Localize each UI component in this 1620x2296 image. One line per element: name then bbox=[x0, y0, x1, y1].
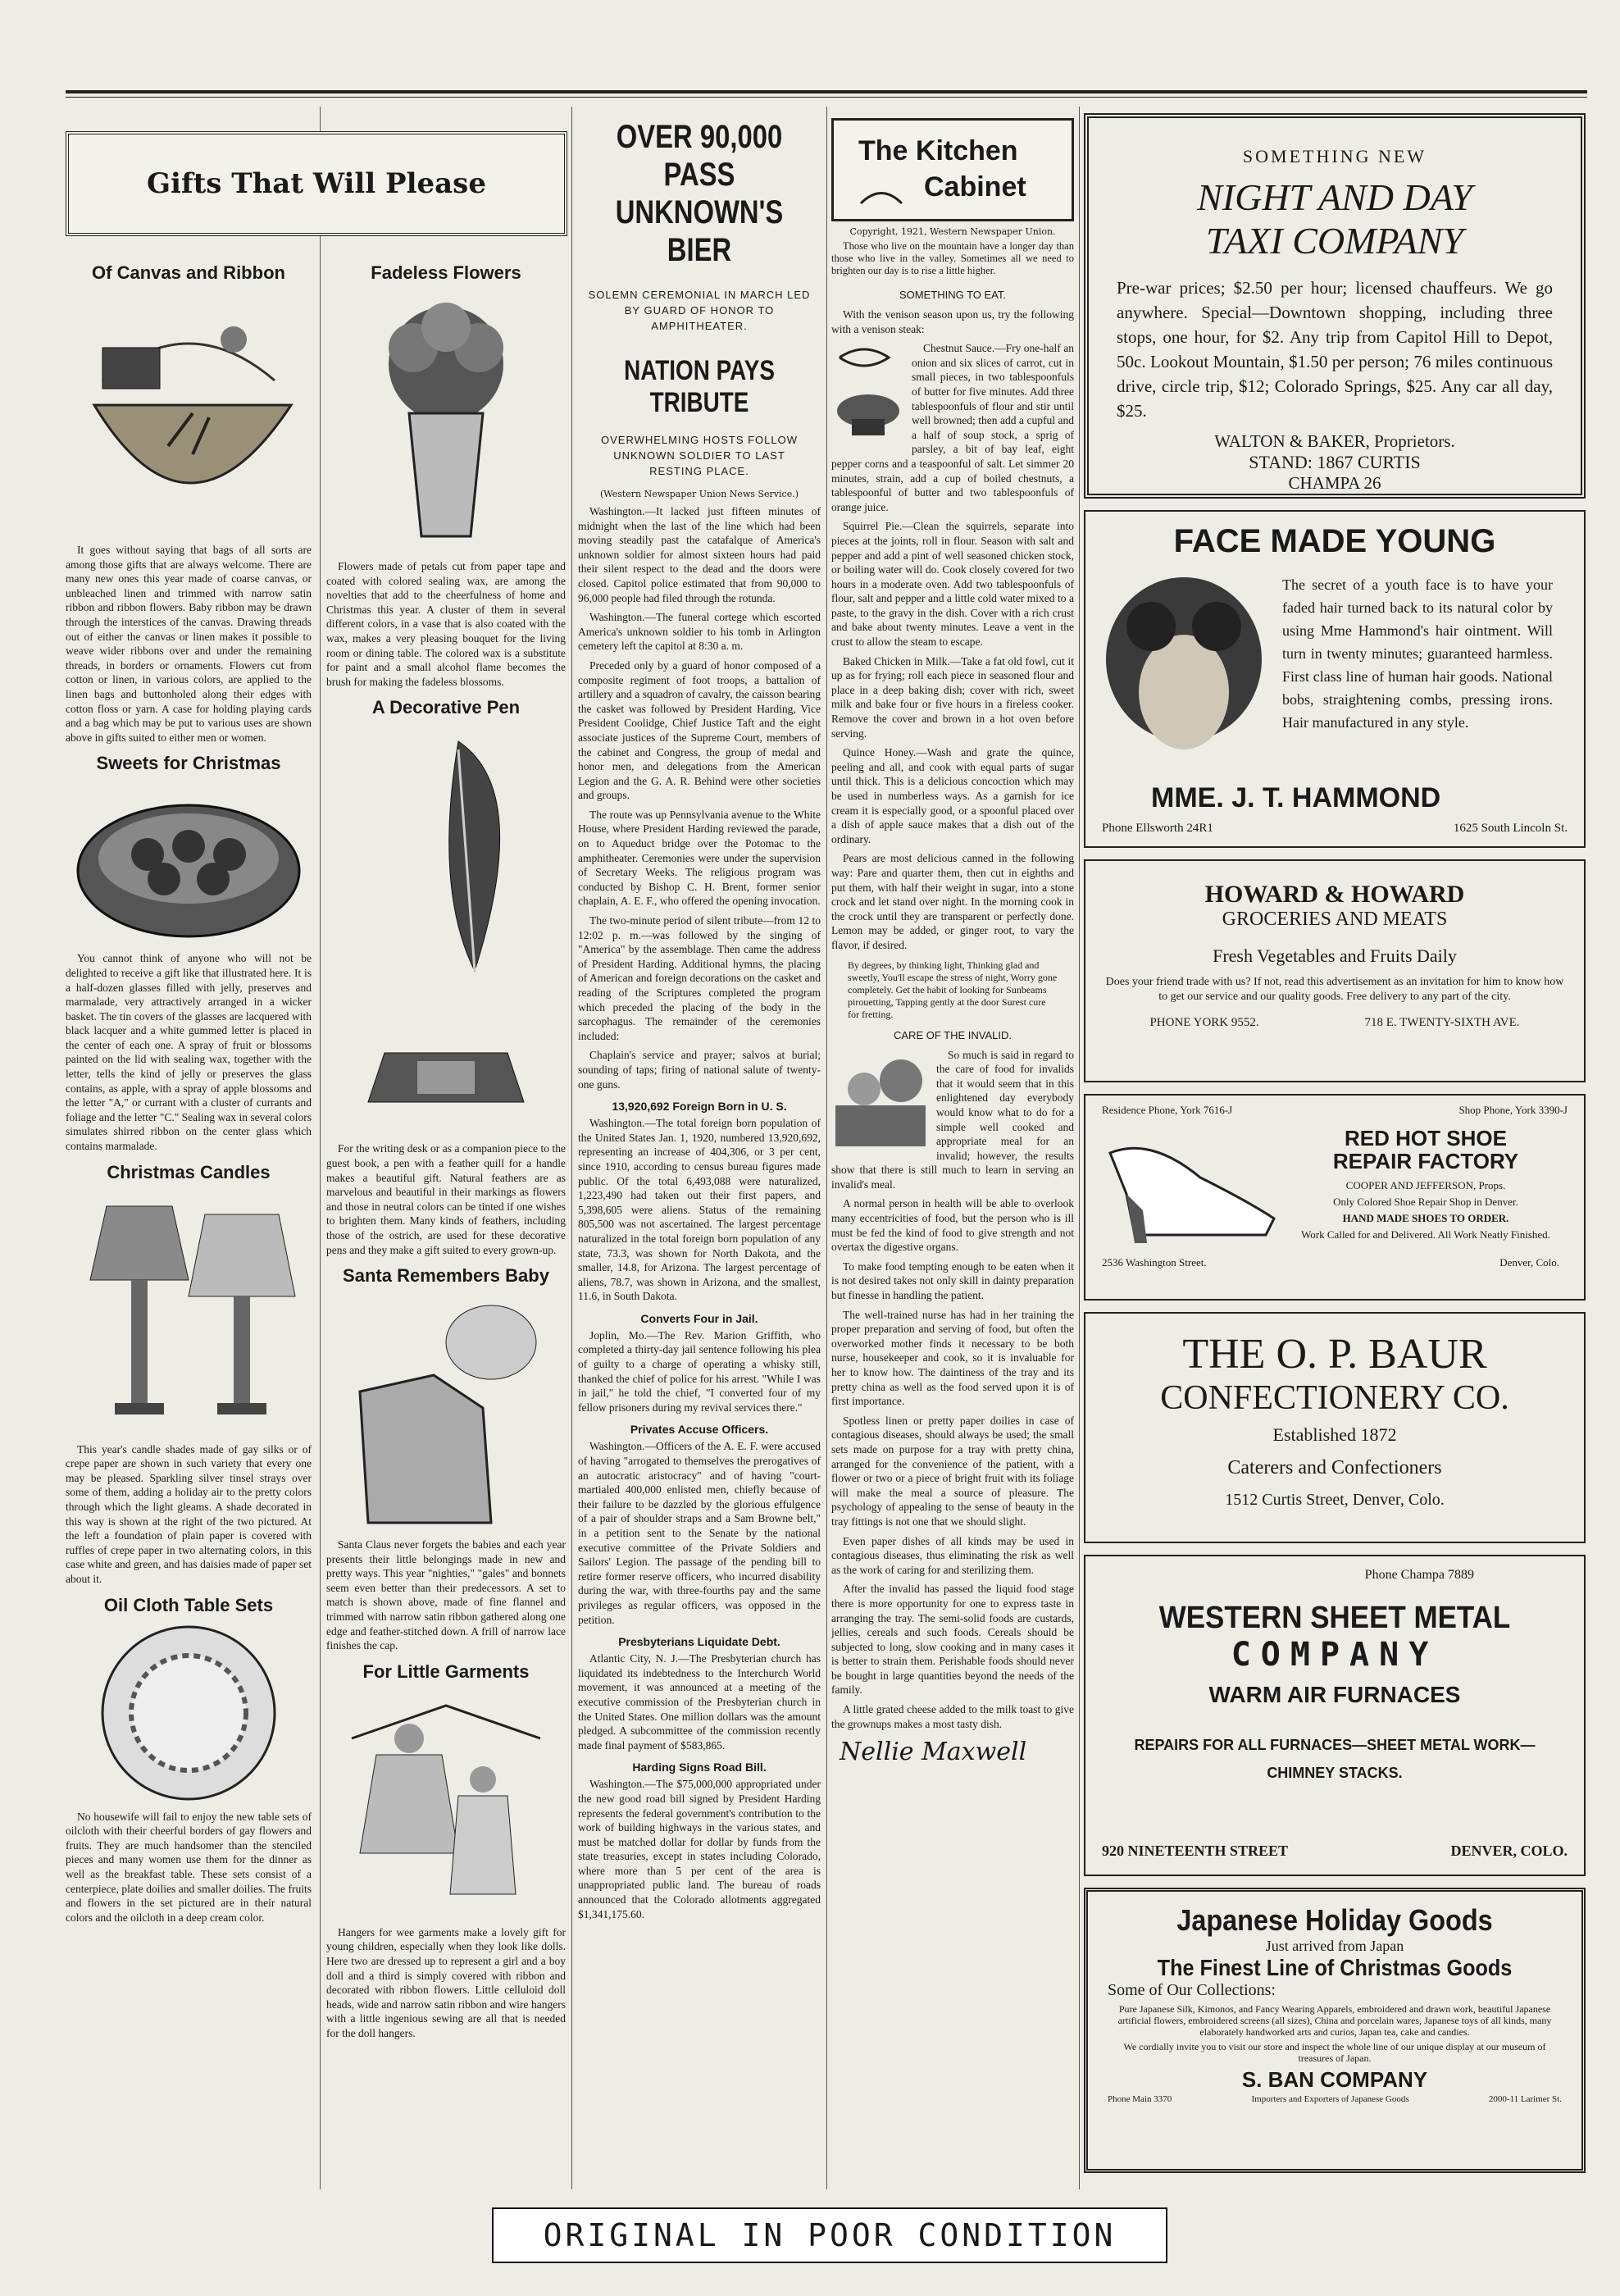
oilcloth-set-illustration bbox=[74, 1623, 303, 1803]
canvas-heading: Of Canvas and Ribbon bbox=[92, 262, 285, 283]
baur-title-1: THE O. P. BAUR bbox=[1182, 1331, 1487, 1378]
presb-heading: Presbyterians Liquidate Debt. bbox=[618, 1635, 780, 1649]
something-to-eat-heading: SOMETHING TO EAT. bbox=[899, 289, 1007, 301]
ban-sub: Just arrived from Japan bbox=[1265, 1938, 1404, 1954]
flowers-heading: Fadeless Flowers bbox=[371, 262, 521, 283]
chef-stove-illustration bbox=[831, 341, 905, 440]
sheet-title-2: COMPANY bbox=[1231, 1636, 1439, 1674]
news-credit: (Western Newspaper Union News Service.) bbox=[600, 489, 799, 499]
taxi-phone: CHAMPA 26 bbox=[1288, 473, 1381, 493]
original-in-poor-condition-banner: ORIGINAL IN POOR CONDITION bbox=[492, 2207, 1167, 2263]
shoe-city: Denver, Colo. bbox=[1499, 1256, 1559, 1269]
taxi-title-1: NIGHT AND DAY bbox=[1197, 176, 1472, 218]
pen-text: For the writing desk or as a companion piece to the guest book, a pen with a feather quill for a handle makes a beautiful gift. Natural feathers are as marvelous and beautiful in their markings as flowers and those in neutral colors can be tinted if one wishes to brighten them. Many kinds of feathers, including those of the ostrich, are used for these decorative pens and they make a gift suited to every grown-up. bbox=[326, 1142, 566, 1256]
care-of-invalid-heading: CARE OF THE INVALID. bbox=[894, 1028, 1012, 1041]
shoe-address: 2536 Washington Street. bbox=[1102, 1256, 1207, 1269]
invalid-p5: Spotless linen or pretty paper doilies in case of contagious diseases, should always be used; the small sets made on purpose for a tray with pretty china, arranged for the convenience of the patient, with a flower or two or a piece of bright fruit with its foliage will make the meal a source of pleasure. The psychology of appealing to the sense of beauty in the tray fittings is not one that we should slight. bbox=[831, 1414, 1074, 1528]
chestnut-sauce: Chestnut Sauce.—Fry one-half an onion and six slices of carrot, cut in small pieces, in two tablespoonfuls of butter for five minutes. Add three tablespoonfuls of flour and stir until well browned; then add a cupful and a half of soup stock, a sprig of parsley, a bit of bay leaf, eight pepper corns and a teaspoonful of salt. Let simmer 20 minutes, strain, add a cup of boiled chestnuts, a tablespoonful of butter and two tablespoonfuls of orange juice. bbox=[831, 342, 1074, 513]
baur-established: Established 1872 bbox=[1272, 1424, 1397, 1445]
invalid-p2: A normal person in health will be able to overlook many eccentricities of food, but the person who is ill must be fed the kind of food to give strength and not overtax the digestive organs. bbox=[831, 1197, 1074, 1254]
face-title: FACE MADE YOUNG bbox=[1173, 523, 1496, 559]
baked-chicken: Baked Chicken in Milk.—Take a fat old fowl, cut it up as for frying; roll each piece in seasoned flour and place in a deep baking dish; cover with rich, sweet milk and bake four or five hours in a fireless cooker. Remove the cover and brown in a hot oven before serving. bbox=[831, 654, 1074, 740]
kitchen-epigraph: Those who live on the mountain have a longer day than those who live in the valley. Sometimes all we need to brighten our day is to rise a little higher. bbox=[831, 240, 1074, 276]
officers-text: Washington.—Officers of the A. E. F. were accused of having "arrogated to themselves the prerogatives of an autocratic aristocracy" and of having "court-martialed 400,000 enlisted men, chiefly because of their failure to be dazzled by the glorious effulgence of a pair of shoulder straps and a Sam Browne belt," in a petition sent to the Senate by the national executive committee of the Private Soldiers and Sailors' Legion. The passage of the pending bill to retire former reserve officers, who incurred disability during the war, with three-fourths pay and the same privileges as regular officers, was opposed in the petition. bbox=[578, 1440, 821, 1626]
baur-tag: Caterers and Confectioners bbox=[1227, 1457, 1442, 1478]
deck-overwhelming-hosts: OVERWHELMING HOSTS FOLLOW UNKNOWN SOLDIER TO LAST RESTING PLACE. bbox=[600, 434, 798, 477]
sweets-heading: Sweets for Christmas bbox=[96, 753, 281, 774]
canned-pears: Pears are most delicious canned in the following way: Pare and quarter them, then cut in eighths and put them, with half their weight in sugar, into a stone crock and let stand over night. In the morning cook in the crock until they are transparent or perfectly done. Lemon may be added, or ginger root, to vary the flavor, if desired. bbox=[831, 852, 1074, 951]
baur-address: 1512 Curtis Street, Denver, Colo. bbox=[1225, 1491, 1445, 1509]
kitchen-cabinet-masthead bbox=[831, 118, 1074, 221]
column-news bbox=[578, 107, 821, 2189]
ad-howard bbox=[1084, 859, 1586, 1082]
news-p3: Preceded only by a guard of honor composed of a composite regiment of foot troops, a battalion of artillery and a squadron of cavalry, the caisson bearing the casket was followed by President Harding, Vice President Coolidge, Chief Justice Taft and the eight associate justices of the Supreme Court, members of the cabinet and Congress, the group of medal and honor men, and delegations from the American Legion and the G. A. R. Behind were other societies and groups. bbox=[578, 658, 821, 802]
ad-baur bbox=[1084, 1312, 1586, 1543]
gifts-banner-title: Gifts That Will Please bbox=[147, 167, 486, 200]
news-p2: Washington.—The funeral cortege which escorted America's unknown soldier to his tomb in Arlington cemetery left the capitol at 8:30 a. m. bbox=[578, 611, 821, 653]
ban-invite: We cordially invite you to visit our store and inspect the whole line of our unique display at our museum of treasures of Japan. bbox=[1123, 2041, 1546, 2064]
howard-phone: PHONE YORK 9552. bbox=[1149, 1016, 1259, 1029]
column-gifts-right bbox=[326, 107, 566, 2189]
squirrel-pie: Squirrel Pie.—Clean the squirrels, separate into pieces at the joints, roll in flour. Season with salt and pepper and add a pint of well seasoned chicken stock, or boiling water will do. Cook closely covered for two hours in a moderate oven. Add two tablespoonfuls of flour, salt and pepper and a little cold water mixed to a paste, to the gravy in the dish. Cover with a rich crust and bake about twenty minutes. Leave a vent in the crust to allow the steam to escape. bbox=[831, 520, 1074, 649]
quince-honey: Quince Honey.—Wash and grate the quince, peeling and all, and cook with equal parts of sugar until thick. This is a delicious concoction which may be used in numberless ways. As a garnish for ice cream it is especially good, or a spoonful placed over a dish of apple sauce makes that a dish out of the ordinary. bbox=[831, 746, 1074, 845]
invalid-tray-illustration bbox=[831, 1048, 930, 1155]
born-text: Washington.—The total foreign born population of the United States Jan. 1, 1920, numbered 13,920,692, representing an increase of 404,306, or 3 per cent, since 1910, according to census bureau figures made public. Of the total 6,493,088 were naturalized, 1,223,490 had taken out their first papers, and 5,398,605 were aliens. Status of the remaining 805,500 was not ascertained. The largest percentage naturalized in the total foreign born population of any state, 73.3, was shown for North Dakota, and the smaller, 14.8, for Arizona. The largest percentage of aliens, 78.7, was shown in Arizona, and the smallest, 11.6, in South Dakota. bbox=[578, 1117, 821, 1303]
ad-s-ban-company bbox=[1084, 1888, 1586, 2173]
ad-shoe-repair bbox=[1084, 1094, 1586, 1301]
ban-address: 2000-11 Larimer St. bbox=[1488, 2094, 1562, 2104]
ban-importers: Importers and Exporters of Japanese Goods bbox=[1251, 2094, 1409, 2104]
invalid-p1: So much is said in regard to the care of food for invalids that it would seem that in this enlightened day everybody would know what to do for a simple well cooked and appropriate meal for an invalid; however, the results show that there is still much to learn in serving an invalid's meal. bbox=[831, 1048, 1074, 1191]
news-p1: Washington.—It lacked just fifteen minutes of midnight when the last of the line which had been moving steadily past the catafalque of America's unknown soldier for almost sixteen hours had paid their silent respect to the dead and the doors were closed. Capitol police estimated that from 90,000 to 96,000 people had filed through the rotunda. bbox=[578, 505, 821, 604]
officers-heading: Privates Accuse Officers. bbox=[630, 1423, 769, 1437]
baur-title-2: CONFECTIONERY CO. bbox=[1160, 1379, 1509, 1417]
oilcloth-heading: Oil Cloth Table Sets bbox=[103, 1594, 274, 1615]
shoe-line-1: Only Colored Shoe Repair Shop in Denver. bbox=[1333, 1196, 1518, 1208]
hammond-phone: Phone Ellsworth 24R1 bbox=[1102, 822, 1213, 835]
headline-unknown-bier: OVER 90,000 PASS UNKNOWN'S BIER bbox=[615, 119, 784, 268]
sheet-line: REPAIRS FOR ALL FURNACES—SHEET METAL WORK—CHIMNEY STACKS. bbox=[1134, 1737, 1536, 1781]
shoe-illustration bbox=[1102, 1128, 1282, 1251]
column-kitchen-cabinet bbox=[831, 107, 1074, 2189]
flower-vase-illustration bbox=[335, 290, 557, 553]
column-rule bbox=[1079, 107, 1080, 2189]
candle-shades-illustration bbox=[74, 1190, 303, 1436]
howard-address: 718 E. TWENTY-SIXTH AVE. bbox=[1364, 1016, 1520, 1029]
ban-phone: Phone Main 3370 bbox=[1108, 2094, 1172, 2104]
kitchen-copyright: Copyright, 1921, Western Newspaper Union. bbox=[849, 226, 1056, 237]
column-rule bbox=[571, 107, 572, 2189]
road-heading: Harding Signs Road Bill. bbox=[632, 1761, 767, 1774]
sheet-city: DENVER, COLO. bbox=[1450, 1843, 1568, 1859]
sheet-phone: Phone Champa 7889 bbox=[1364, 1568, 1474, 1582]
taxi-stand: STAND: 1867 CURTIS bbox=[1249, 452, 1421, 472]
kitchen-title-1: The Kitchen bbox=[858, 135, 1018, 166]
kitchen-intro: With the venison season upon us, try the following with a venison steak: bbox=[831, 308, 1074, 335]
hammond-name: MME. J. T. HAMMOND bbox=[1151, 782, 1441, 813]
news-p5: The two-minute period of silent tribute—from 12 to 12:02 p. m.—was followed by the singing of "America" by the assemblage. Then came the address of President Harding. Additional hymns, the placing of American and foreign decorations on the casket and reading of the Scriptures completed the program which preceded the placing of the body in the sarcophagus. The remainder of the ceremonies included: bbox=[578, 914, 821, 1042]
invalid-p8: A little grated cheese added to the milk toast to give the grownups makes a most tasty dish. bbox=[831, 1703, 1074, 1730]
top-rule bbox=[66, 90, 1587, 93]
kitchen-title-2: Cabinet bbox=[924, 171, 1026, 203]
pen-heading: A Decorative Pen bbox=[371, 697, 521, 718]
ban-some: Some of Our Collections: bbox=[1108, 1981, 1276, 1999]
garments-text: Hangers for wee garments make a lovely gift for young children, especially when they look like dolls. Here two are dressed up to represent a girl and a boy doll and a third is simply covered with ribbon and decorated with ribbon flowers. Little celluloid doll heads, wide and narrow satin ribbon and wire hangers with a little ingenious sewing are all that is needed for the doll hangers. bbox=[326, 1925, 566, 2039]
baby-heading: Santa Remembers Baby bbox=[343, 1265, 549, 1287]
doll-hangers-illustration bbox=[335, 1689, 557, 1919]
face-body: The secret of a youth face is to have your faded hair turned back to its natural color by using Mme Hammond's hair ointment. Will turn in twenty minutes; guaranteed harmless. First class line of human hair goods. National bobs, straightening combs, pressing irons. Hair manufactured in any style. bbox=[1282, 576, 1553, 731]
candles-heading: Christmas Candles bbox=[107, 1161, 271, 1182]
invalid-p7: After the invalid has passed the liquid food stage there is more opportunity for one to express taste in arranging the tray. The semi-solid foods are custards, jellies, cereals and such foods. Cereals should be subjected to long, slow cooking and in many cases it is better to strain them. Perishable foods should never be bought in large quantities beyond the needs of the family. bbox=[831, 1583, 1074, 1697]
taxi-kicker: SOMETHING NEW bbox=[1242, 146, 1427, 166]
column-rule bbox=[320, 107, 321, 2189]
ban-body: Pure Japanese Silk, Kimonos, and Fancy Wearing Apparels, embroidered and drawn work, beautiful Japanese artificial flowers, embroidered screens (all sizes), China and porcelain wares, Japanese toys of all kinds, many elaborately handworked arts and curios, Japan tea, cake and candies. bbox=[1117, 2003, 1552, 2038]
deck-solemn-ceremonial: SOLEMN CEREMONIAL IN MARCH LED BY GUARD OF HONOR TO AMPHITHEATER. bbox=[588, 289, 811, 332]
flowers-text: Flowers made of petals cut from paper tape and coated with colored sealing wax, are among the novelties that add to the cheerfulness of home and Christmas this year. A cluster of them in several different colors, in a vase that is also coated with the wax, makes a very pleasing bouquet for the living room or dining table. The colored wax is a substitute for paint and a small alcohol flame becomes the brush for making the fadeless blossoms. bbox=[326, 560, 566, 688]
howard-title: HOWARD & HOWARD bbox=[1204, 881, 1465, 908]
sheet-sub: WARM AIR FURNACES bbox=[1208, 1682, 1461, 1707]
howard-body: Does your friend trade with us? If not, read this advertisement as an invitation for him to know how to get our service and our quality goods. Free delivery to any part of the city. bbox=[1105, 976, 1564, 1003]
oilcloth-text: No housewife will fail to enjoy the new table sets of oilcloth with their cheerful borders of gay flowers and fruits. They are much handsomer than the stenciled pieces and many women use them for the dinner as well as the breakfast table. These sets consist of a centerpiece, plate doilies and smaller doilies. The fruits and flowers in the set pictured are in their natural colors and the oilcloth in a deep cream color. bbox=[66, 1810, 312, 1924]
canvas-bag-illustration bbox=[70, 290, 307, 536]
hammond-address: 1625 South Lincoln St. bbox=[1453, 822, 1568, 835]
howard-tag: Fresh Vegetables and Fruits Daily bbox=[1213, 945, 1457, 966]
jelly-basket-illustration bbox=[70, 781, 307, 945]
taxi-title-2: TAXI COMPANY bbox=[1206, 220, 1463, 262]
top-rule-thin bbox=[66, 97, 1587, 98]
invalid-p4: The well-trained nurse has had in her training the proper preparation and serving of food, but often the overworked mother finds it necessary to be both nurse, housekeeper and cook, so it is invaluable for her to know how. The daintiness of the tray and its pretty china as well as the food served upon it is of first importance. bbox=[831, 1308, 1074, 1408]
column-advertisements bbox=[1084, 107, 1586, 2189]
ban-tag: The Finest Line of Christmas Goods bbox=[1157, 1955, 1513, 1980]
ad-face-made-young bbox=[1084, 510, 1586, 848]
howard-sub: GROCERIES AND MEATS bbox=[1222, 909, 1448, 930]
kitchen-poem: By degrees, by thinking light, Thinking glad and sweetly, You'll escape the stress of night, Worry gone completely. Get the habit of looking for Sunbeams pirouetting, Tapping gently at the door Surest cure for fretting. bbox=[848, 959, 1058, 1020]
canvas-text: It goes without saying that bags of all sorts are among those gifts that are always welcome. There are many new ones this year made of coarse canvas, or unbleached linen and trimmed with narrow satin ribbon and ribbon flowers. Baby ribbon may be drawn through the interstices of the canvas. Drawing threads out of either the canvas or linen makes it possible to weave wider ribbons over and under the remaining threads, in borders or ornaments. Flowers cut from cotton or linen, in various colors, are applied to the linen bags and buttonholed along their edges with cotton floss or yarn. A case for holding playing cards and a bag which may be put to various uses are shown above in gifts suited to either men or women. bbox=[66, 544, 312, 744]
leaf-ornament-icon bbox=[857, 183, 906, 207]
invalid-p3: To make food tempting enough to be eaten when it is not desired takes not only skill in dainty preparation but finesse in handling the patient. bbox=[831, 1260, 1074, 1302]
headline-nation-pays-tribute: NATION PAYS TRIBUTE bbox=[624, 355, 775, 418]
sheet-address: 920 NINETEENTH STREET bbox=[1102, 1843, 1289, 1859]
shoe-line-3: Work Called for and Delivered. All Work Neatly Finished. bbox=[1301, 1228, 1550, 1241]
invalid-p6: Even paper dishes of all kinds may be used in contagious diseases, thus eliminating the risk as well as the work of caring for and sterilizing them. bbox=[831, 1534, 1074, 1576]
sweets-text: You cannot think of anyone who will not be delighted to receive a gift like that illustrated here. It is a half-dozen glasses filled with jelly, preserves and marmalade, very attractively arranged in a wicker basket. The tin covers of the glasses are lacquered with black lacquer and a white gummed letter is placed in the center of each one. A spray of fruit or blossoms painted on the lid with sealing wax, together with the letter, tells the kind of jelly or preserves the glass contains, as apple, with a spray of apple blossoms and the letter "A," or currant with a cluster of currants and foliage and the letter "C." Sealing wax in several colors simulates shirred ribbon on the center glass which contains marmalade. bbox=[66, 952, 312, 1153]
ban-title: Japanese Holiday Goods bbox=[1176, 1903, 1493, 1937]
taxi-proprietors: WALTON & BAKER, Proprietors. bbox=[1214, 431, 1455, 451]
sheet-title-1: WESTERN SHEET METAL bbox=[1158, 1601, 1511, 1635]
shoe-line-2: HAND MADE SHOES TO ORDER. bbox=[1342, 1212, 1509, 1224]
shoe-props: COOPER AND JEFFERSON, Props. bbox=[1345, 1179, 1506, 1191]
jail-text: Joplin, Mo.—The Rev. Marion Griffith, who completed a thirty-day jail sentence following his plea of guilty to a charge of operating a whisky still, thanked the chief of police for his arrest. "While I was in jail," he told the chief, "I converted four of my fellow prisoners during my revival services there." bbox=[578, 1328, 821, 1414]
presb-text: Atlantic City, N. J.—The Presbyterian church has liquidated its indebtedness to the Interchurch World movement, it was announced at a meeting of the executive commission of the Presbyterian church in the United States. One million dollars was the amount pledged. A subcommittee of the commission recently made final payment of $583,865. bbox=[578, 1652, 821, 1752]
candles-text: This year's candle shades made of gay silks or of crepe paper are shown in such variety that every one may be pleased. Sparkling silver tinsel strays over some of them, adding a holiday air to the pretty colors through which the light gleams. A shade decorated in this way is shown at the right of the two pictured. At the left a foundation of plain paper is covered with ruffles of crepe paper in two alternating colors, in this case white and green, and has daisies made of paper set about it. bbox=[66, 1442, 312, 1585]
shoe-shop-phone: Shop Phone, York 3390-J bbox=[1458, 1104, 1568, 1116]
born-heading: 13,920,692 Foreign Born in U. S. bbox=[612, 1100, 787, 1114]
shoe-res-phone: Residence Phone, York 7616-J bbox=[1102, 1104, 1233, 1116]
ban-name: S. BAN COMPANY bbox=[1241, 2067, 1428, 2092]
jail-heading: Converts Four in Jail. bbox=[640, 1311, 758, 1325]
signature: Nellie Maxwell bbox=[840, 1738, 1027, 1767]
hairstyle-illustration bbox=[1102, 569, 1266, 782]
baby-text: Santa Claus never forgets the babies and each year presents their little belongings made in new and pretty ways. This year "nighties," "gales" and bonnets seem even better than their predecessors. A set to match is shown above, made of fine flannel and trimmed with narrow satin ribbon gathered along one edge and feather-stitched down. A frill of narrow lace finishes the cap. bbox=[326, 1538, 566, 1652]
news-p6: Chaplain's service and prayer; salvos at burial; sounding of taps; firing of national salute of twenty-one guns. bbox=[578, 1049, 821, 1091]
ad-taxi bbox=[1084, 113, 1586, 499]
column-rule bbox=[826, 107, 827, 2189]
road-text: Washington.—The $75,000,000 appropriated under the new good road bill signed by President Harding represents the federal government's contribution to the work of building highways in the various states, and must be matched dollar for dollar by funds from the state treasuries, except in states including Colorado, where more than 5 per cent of the area is unappropriated public land. The bureau of roads announced that the Colorado allotments aggregated $1,341,175.60. bbox=[578, 1778, 821, 1920]
taxi-body: Pre-war prices; $2.50 per hour; licensed chauffeurs. We go anywhere. Special—Downtown shopping, including three stops, one hour, for $2. Any trip from Capitol Hill to Depot, 50c. Lookout Mountain, $1.50 per person; 76 miles continuous drive, circle trip, $12; Colorado Springs, $25. Any car all day, $25. bbox=[1117, 278, 1553, 421]
baby-clothes-illustration bbox=[335, 1293, 557, 1531]
news-p4: The route was up Pennsylvania avenue to the White House, where President Harding reviewed the parade, on to Aqueduct bridge over the Potomac to the amphitheater. Ceremonies were under the supervision of Secretary Weeks. The religious program was conducted by Bishop C. H. Brent, former senior chaplain, A. E. F., who offered the opening invocation. bbox=[578, 808, 821, 908]
shoe-title-2: REPAIR FACTORY bbox=[1332, 1149, 1519, 1173]
ad-western-sheet-metal bbox=[1084, 1555, 1586, 1876]
shoe-title-1: RED HOT SHOE bbox=[1345, 1126, 1507, 1150]
garments-heading: For Little Garments bbox=[362, 1660, 530, 1682]
feather-pen-illustration bbox=[335, 725, 557, 1135]
